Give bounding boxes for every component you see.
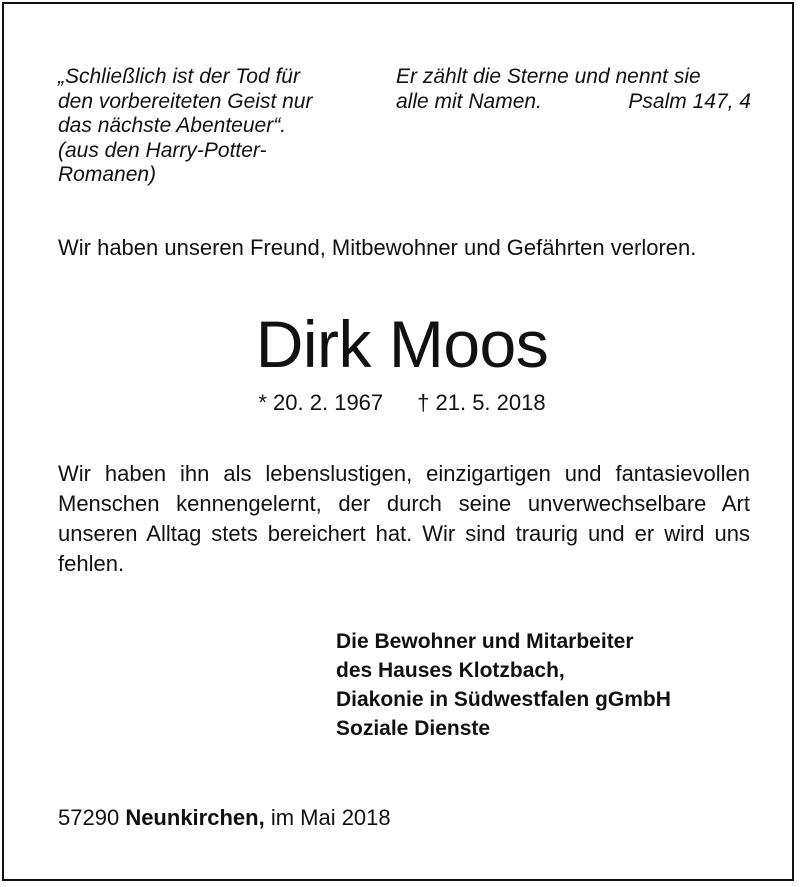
quote-line: den vorbereiteten Geist nur	[58, 89, 313, 113]
life-dates	[4, 389, 800, 417]
quote-line: (aus den Harry-Potter-	[58, 138, 267, 162]
harry-potter-quote	[58, 65, 312, 188]
quote-line: das nächste Abenteuer“.	[58, 114, 287, 137]
signature-line: Diakonie in Südwestfalen gGmbH	[336, 688, 671, 711]
psalm-line-2-row	[396, 90, 751, 115]
signature-line: Die Bewohner und Mitarbeiter	[336, 630, 634, 653]
quote-line: Romanen)	[58, 163, 157, 186]
signature-line: des Hauses Klotzbach,	[336, 659, 565, 682]
birth-date: * 20. 2. 1967	[258, 390, 384, 415]
death-date: † 21. 5. 2018	[417, 390, 546, 415]
intro-text: Wir haben unseren Freund, Mitbewohner und Gefährten verloren.	[58, 235, 697, 260]
obituary-notice	[2, 2, 794, 881]
psalm-line-2: alle mit Namen.	[396, 89, 542, 113]
tribute-text: Wir haben ihn als lebenslustigen, einzigartigen und fantasievollen Menschen kennengelernt, der durch seine unverwechselbare Art unseren Alltag stets bereichert hat. Wir sind traurig und er wird uns fehlen.	[58, 461, 750, 576]
quote-line: „Schließlich ist der Tod für	[58, 65, 300, 88]
postcode: 57290	[58, 805, 120, 830]
psalm-quote	[396, 65, 751, 114]
town: Neunkirchen,	[125, 805, 265, 830]
place-and-date	[58, 804, 391, 832]
signature-line: Soziale Dienste	[336, 717, 491, 740]
publication-date: im Mai 2018	[270, 805, 391, 830]
psalm-line-1: Er zählt die Sterne und nennt sie	[396, 65, 701, 88]
psalm-source: Psalm 147, 4	[628, 89, 751, 113]
signature-block	[336, 627, 671, 743]
deceased-name: Dirk Moos	[255, 307, 549, 381]
